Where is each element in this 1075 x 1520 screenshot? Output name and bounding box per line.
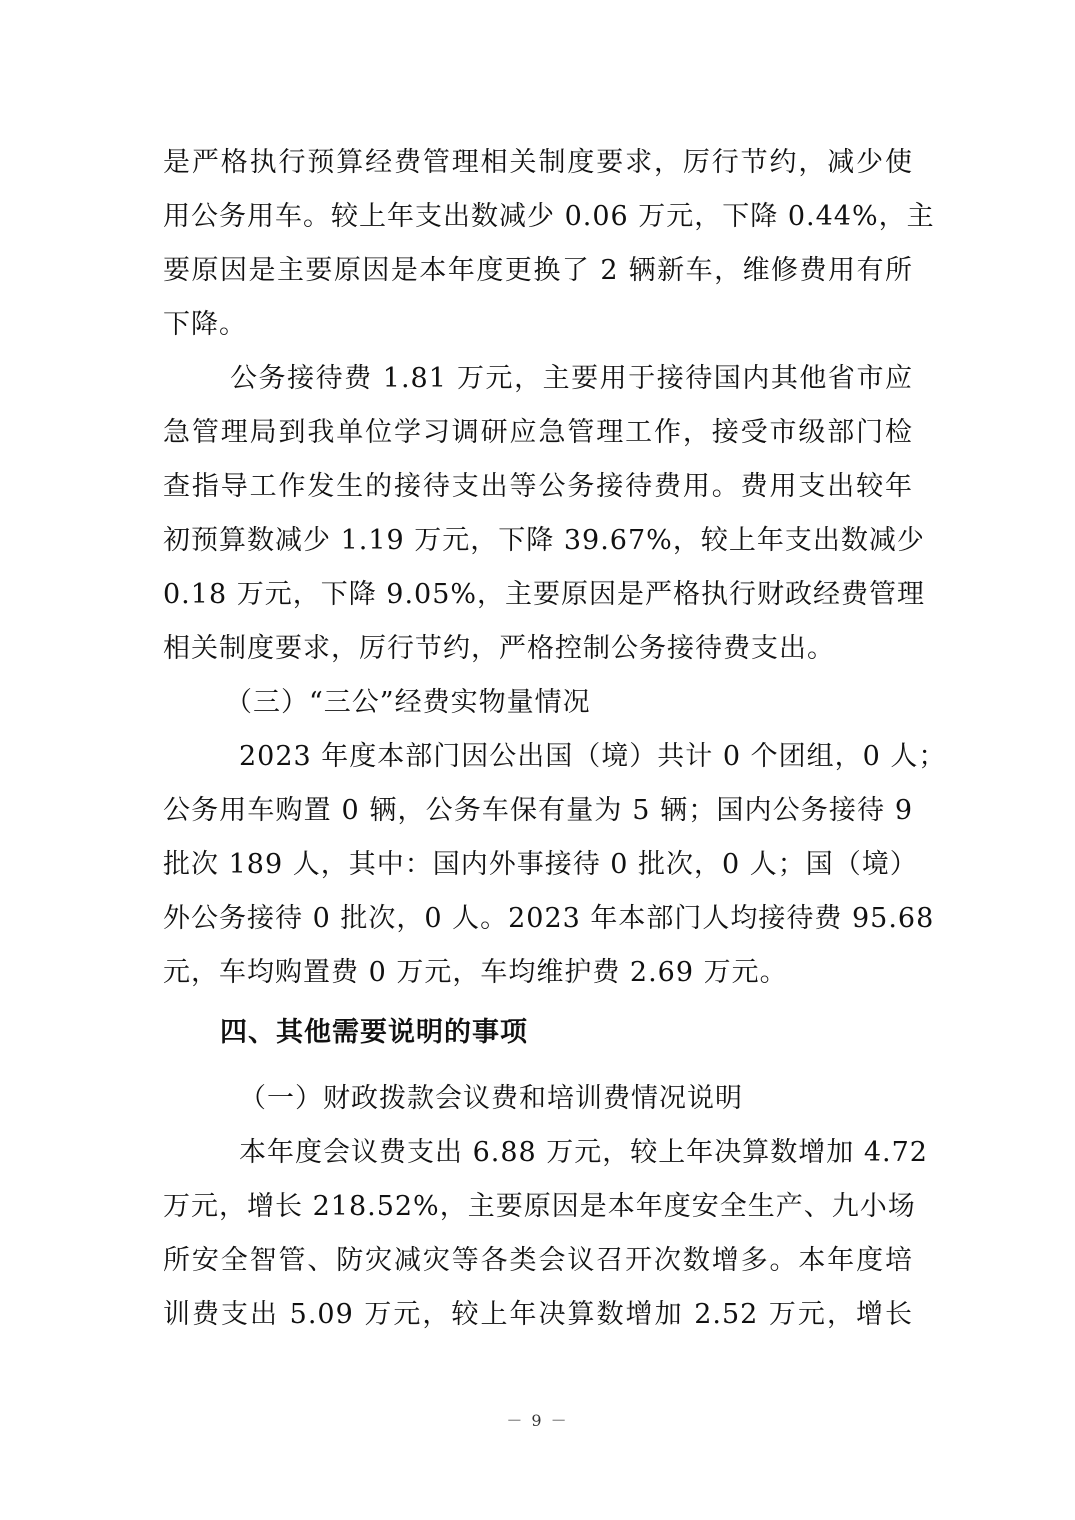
- paragraph-line: 所安全智管、防灾减灾等各类会议召开次数增多。本年度培: [163, 1245, 913, 1276]
- paragraph-line: 急管理局到我单位学习调研应急管理工作，接受市级部门检: [163, 417, 913, 448]
- paragraph-line: 是严格执行预算经费管理相关制度要求，厉行节约，减少使: [163, 147, 913, 178]
- subsection-heading: （一）财政拨款会议费和培训费情况说明: [239, 1083, 743, 1114]
- paragraph-line: 外公务接待 0 批次，0 人。2023 年本部门人均接待费 95.68: [163, 903, 935, 934]
- document-body: [163, 136, 947, 1342]
- paragraph-line: 下降。: [163, 309, 247, 340]
- paragraph-line: 初预算数减少 1.19 万元，下降 39.67%，较上年支出数减少: [163, 525, 925, 556]
- paragraph-line: 公务接待费 1.81 万元，主要用于接待国内其他省市应: [230, 363, 913, 394]
- paragraph-line: 2023 年度本部门因公出国（境）共计 0 个团组，0 人；: [239, 741, 947, 772]
- section-heading-four: 四、其他需要说明的事项: [220, 1017, 528, 1048]
- page-number: － 9 －: [506, 1411, 569, 1430]
- paragraph-line: 查指导工作发生的接待支出等公务接待费用。费用支出较年: [163, 471, 913, 502]
- paragraph-line: 训费支出 5.09 万元，较上年决算数增加 2.52 万元，增长: [163, 1299, 913, 1330]
- paragraph-line: 相关制度要求，厉行节约，严格控制公务接待费支出。: [163, 633, 835, 664]
- paragraph-line: 要原因是主要原因是本年度更换了 2 辆新车，维修费用有所: [163, 255, 913, 286]
- paragraph-line: 0.18 万元，下降 9.05%，主要原因是严格执行财政经费管理: [163, 579, 926, 610]
- paragraph-line: 批次 189 人，其中：国内外事接待 0 批次，0 人；国（境）: [163, 849, 918, 880]
- paragraph-line: 元，车均购置费 0 万元，车均维护费 2.69 万元。: [163, 957, 788, 988]
- paragraph-line: 万元，增长 218.52%，主要原因是本年度安全生产、九小场: [163, 1191, 916, 1222]
- section-heading-three: （三）“三公”经费实物量情况: [225, 687, 591, 718]
- paragraph-line: 公务用车购置 0 辆，公务车保有量为 5 辆；国内公务接待 9: [163, 795, 913, 826]
- paragraph-line: 用公务用车。较上年支出数减少 0.06 万元，下降 0.44%，主: [163, 201, 935, 232]
- paragraph-line: 本年度会议费支出 6.88 万元，较上年决算数增加 4.72: [239, 1137, 928, 1168]
